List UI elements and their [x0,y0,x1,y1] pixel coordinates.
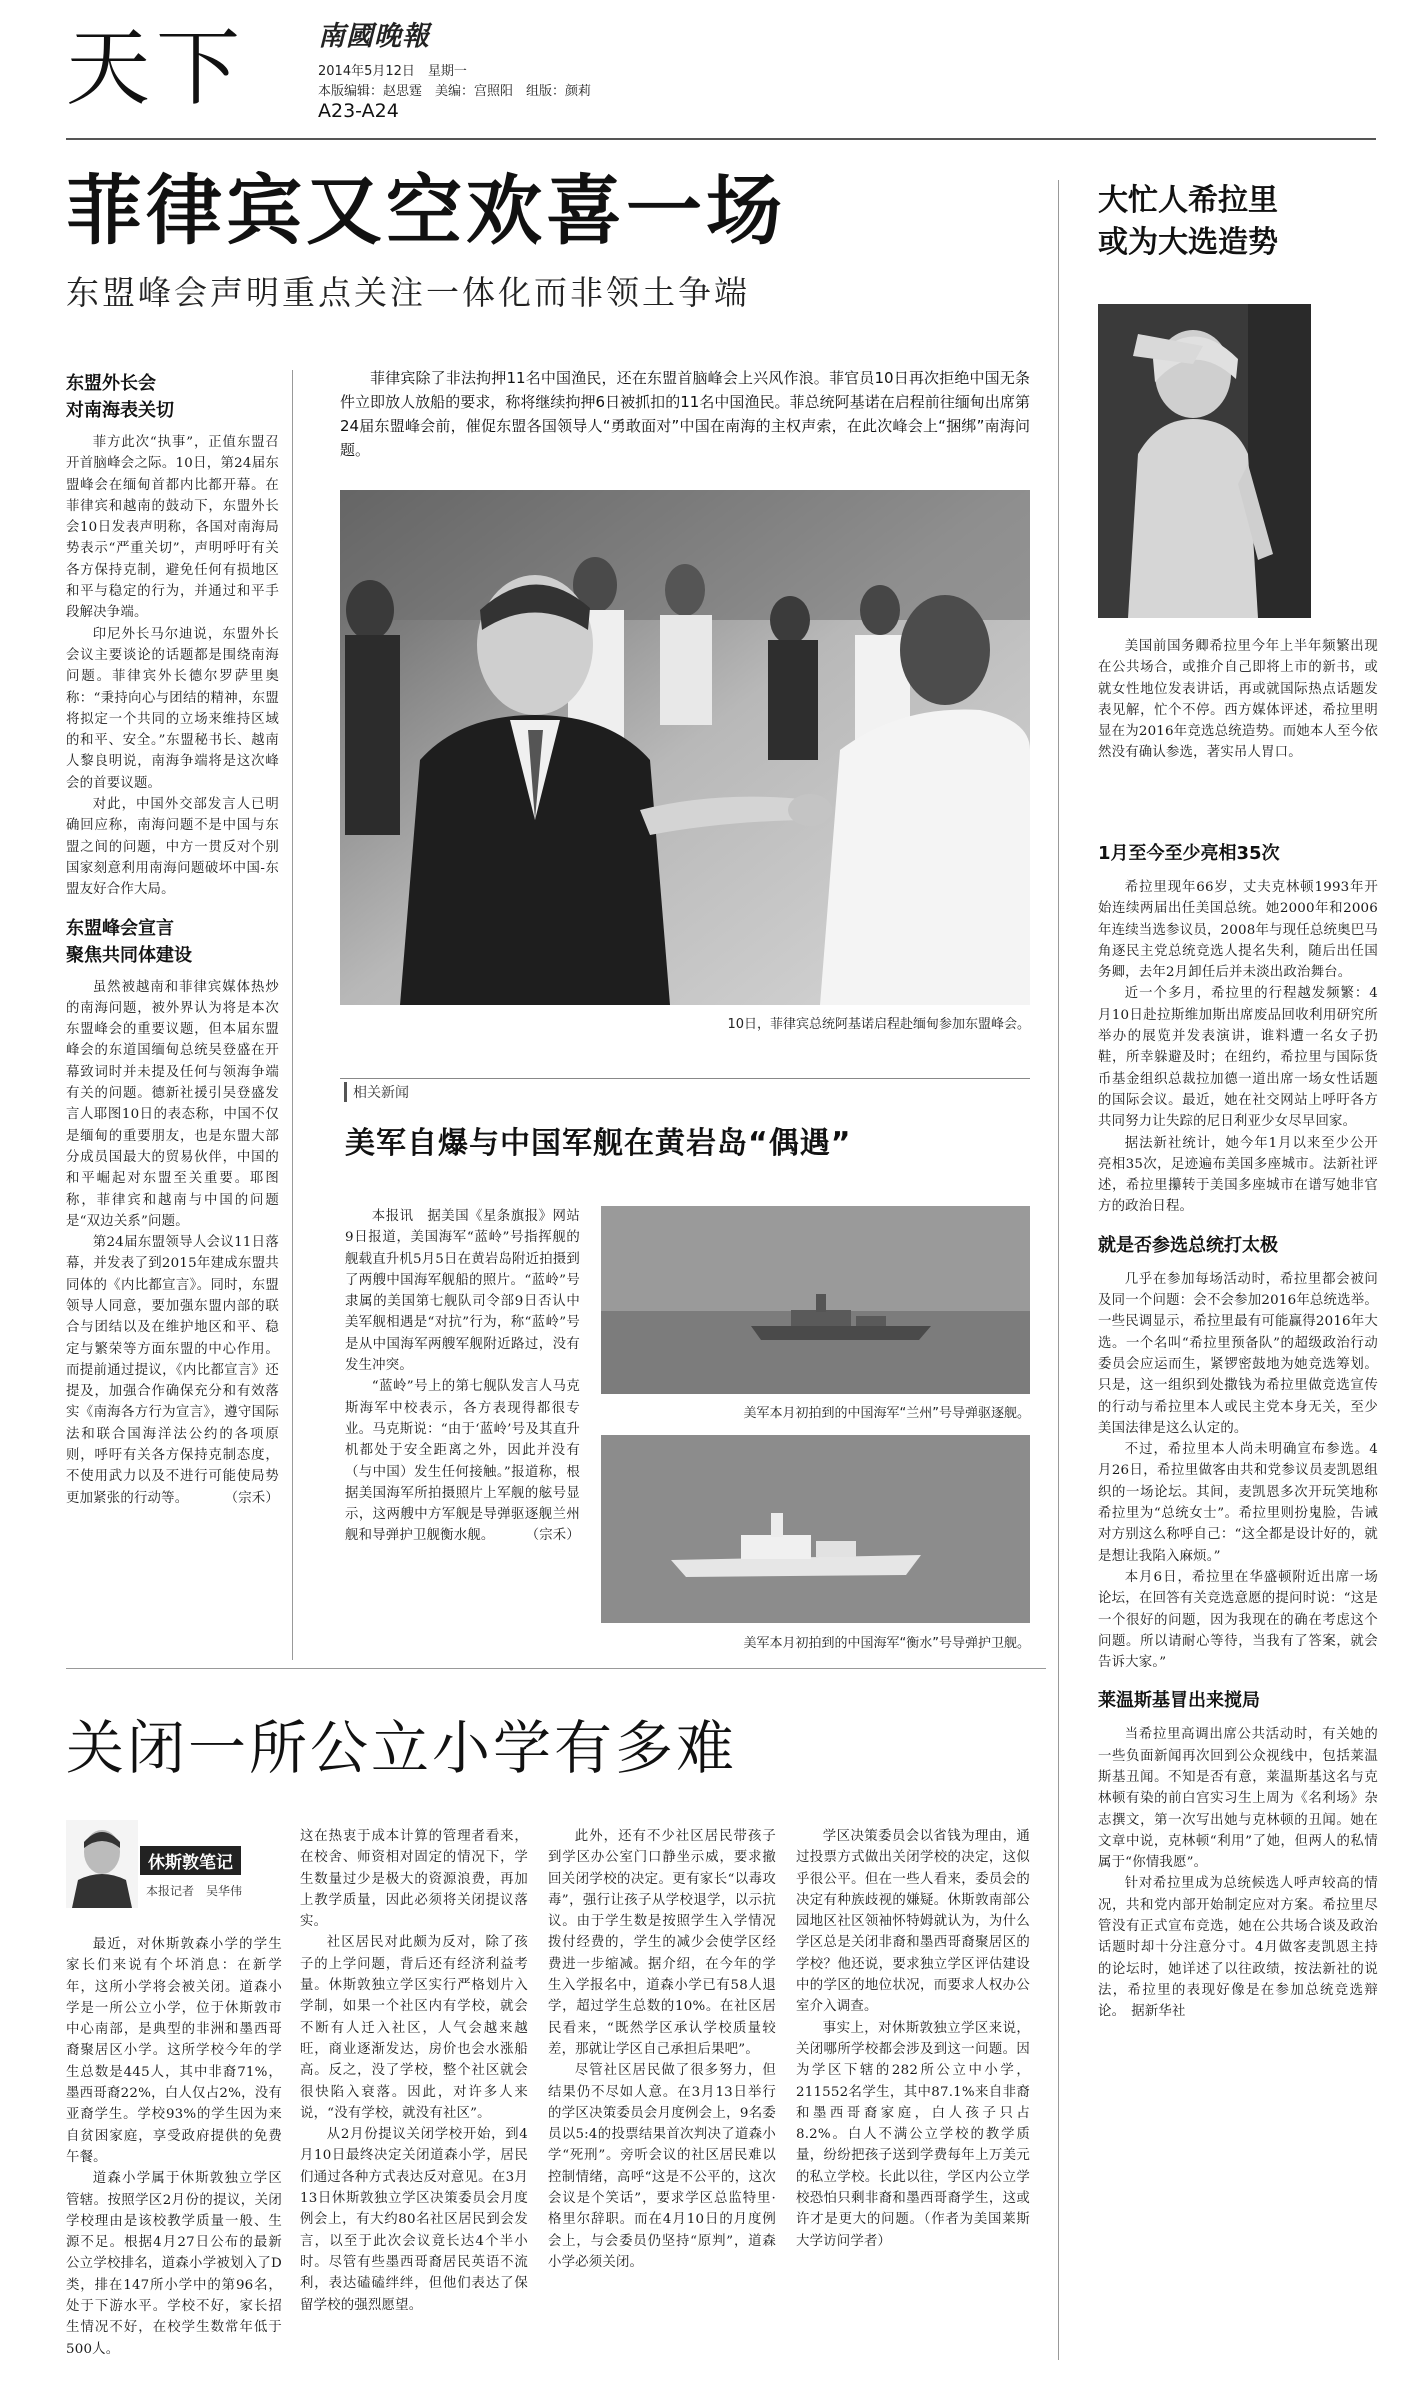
column-name: 休斯敦笔记 [140,1846,241,1875]
hillary-sign: 据新华社 [1131,2004,1186,2020]
subhead-asean-fm: 东盟外长会 [66,373,156,394]
related-body [345,1206,580,1547]
hengshui-caption: 美军本月初拍到的中国海军“衡水”号导弹护卫舰。 [743,1636,1030,1651]
hillary-photo [1098,304,1311,618]
hillary-paragraph: 几乎在参加每场活动时，希拉里都会被问及同一个问题：会不会参加2016年总统选举。一些民调显示，希拉里最有可能赢得2016年大选。一个名叫“希拉里预备队”的超级政治行动委员会应运而生，紧锣密鼓地为她竞选筹划。只是，这一组织到处撒钱为希拉里做竞选宣传的行动与希拉里本人或民主党本身无关，至少美国法律是这么认定的。 [1098,1271,1378,1436]
hengshui-photo [601,1435,1030,1623]
hillary-subhead-1: 1月至今至少亮相35次 [1098,843,1280,864]
columnist-portrait [66,1820,138,1908]
hillary-paragraph-text: 针对希拉里成为总统候选人呼声较高的情况，共和党内部开始制定应对方案。希拉里尽管没有正式宣布竞选，她在公共场合谈及政治话题时却十分注意分寸。4月做客麦凯恩主持的论坛时，她详述了以往政绩，按法新社的说法，希拉里的表现好像是在参加总统竞选辩论。 [1098,1876,1378,2020]
hillary-paragraph [1098,1873,1378,2022]
related-tag-box [340,1078,1030,1100]
hillary-headline [1098,180,1378,264]
school-paragraph: 这在热衷于成本计算的管理者看来，在校舍、师资相对固定的情况下，学生数量过少是极大的资源浪费，再加上教学质量，因此必须将关闭提议落实。 [300,1829,528,1930]
school-col-2 [300,1826,528,2316]
column-logo [66,1820,279,1918]
hillary-paragraph: 希拉里现年66岁，丈夫克林顿1993年开始连续两届出任美国总统。她2000年和2006年连续当选参议员，2008年与现任总统奥巴马角逐民主党总统竞选人提名失利，随后出任国务卿，去年2月卸任后并未淡出政治舞台。 [1098,880,1378,981]
related-headline: 美军自爆与中国军舰在黄岩岛“偶遇” [345,1126,852,1161]
hillary-paragraph: 不过，希拉里本人尚未明确宣布参选。4月26日，希拉里做客由共和党参议员麦凯恩组织的一场论坛。其间，麦凯恩多次开玩笑地称希拉里为“总统女士”。希拉里则扮鬼脸，告诫对方别这么称呼自己：“这全都是设计好的，就是想让我陷入麻烦。” [1098,1442,1378,1564]
related-tag: 相关新闻 [344,1082,409,1102]
section-title: 天下 [66,19,247,117]
lead-left-column [66,370,279,1648]
lead-paragraph-text: 第24届东盟领导人会议11日落幕，并发表了到2015年建成东盟共同体的《内比都宣言》。同时，东盟领导人同意，要加强东盟内部的联合与团结以及在维护地区和平、稳定与繁荣等方面东盟的中心作用。而提前通过提议，《内比都宣言》还提及，加强合作确保充分和有效落实《南海各方行为宣言》，遵守国际法和联合国海洋法公约的各项原则，呼吁有关各方保持克制态度，不使用武力以及不进行可能使局势更加紧张的行动等。 [66,1235,279,1506]
school-col-3 [548,1826,776,2273]
related-paragraph [345,1376,580,1546]
page-range: A23-A24 [318,100,399,122]
hillary-subhead-3: 莱温斯基冒出来搅局 [1098,1690,1260,1712]
masthead-rule [66,138,1376,140]
school-paragraph: 道森小学属于休斯敦独立学区管辖。按照学区2月份的提议，关闭学校理由是该校教学质量一般、生源不足。根据4月27日公布的最新公立学校排名，道森小学被划入了D类，排在147所小学中的第96名，处于下游水平。学校不好，家长招生情况不好，在校学生数常年低于500人。 [66,2171,282,2357]
lead-intro: 菲律宾除了非法拘押11名中国渔民，还在东盟首脑峰会上兴风作浪。菲官员10日再次拒绝中国无条件立即放人放船的要求，称将继续拘押6日被抓扣的11名中国渔民。菲总统阿基诺在启程前往缅甸出席第24届东盟峰会前，催促东盟各国领导人“勇敢面对”中国在南海的主权声索，在此次峰会上“捆绑”南海问题。 [340,369,1030,459]
lead-headline: 菲律宾又空欢喜一场 [66,166,786,255]
school-paragraph: 尽管社区居民做了很多努力，但结果仍不尽如人意。在3月13日举行的学区决策委员会月度例会上，9名委员以5:4的投票结果首次判决了道森小学“死刑”。旁听会议的社区居民难以控制情绪，高呼“这是不公平的，这次会议是个笑话”，要求学区总监特里·格里尔辞职。而在4月10日的月度例会上，与会委员仍坚持“原判”，道森小学必须关闭。 [548,2063,776,2270]
school-paragraph: 学区决策委员会以省钱为理由，通过投票方式做出关闭学校的决定，这似乎很公平。但在一些人看来，委员会的决定有种族歧视的嫌疑。休斯敦南部公园地区社区领袖怀特姆就认为，为什么学区总是关闭非裔和墨西哥裔聚居区的学校？他还说，要求独立学区评估建设中的学区的地位状况，而要求人权办公室介入调查。 [796,1829,1030,2015]
related-paragraph: 本报讯 据美国《星条旗报》网站9日报道，美国海军“蓝岭”号指挥舰的舰载直升机5月5日在黄岩岛附近拍摄到了两艘中国海军舰船的照片。“蓝岭”号隶属的美国第七舰队司令部9日否认中美军舰相遇是“对抗”行为，称“蓝岭”号是从中国海军两艘军舰附近路过，没有发生冲突。 [345,1209,580,1374]
aquino-photo [340,490,1030,1005]
lanzhou-caption: 美军本月初拍到的中国海军“兰州”号导弹驱逐舰。 [743,1406,1030,1421]
hillary-paragraph: 当希拉里高调出席公共活动时，有关她的一些负面新闻再次回到公众视线中，包括莱温斯基丑闻。不知是否有意，莱温斯基这名与克林顿有染的前白宫实习生上周为《名利场》杂志撰文，第一次写出她与克林顿的丑闻。她在文章中说，克林顿“利用”了她，但两人的私情属于“你情我愿”。 [1098,1727,1378,1871]
related-paragraph-text: “蓝岭”号上的第七舰队发言人马克斯海军中校表示，各方表现得都很专业。马克斯说：“由于‘蓝岭’号及其直升机都处于安全距离之外，因此并没有（与中国）发生任何接触。”报道称，根据美国海军所拍摄照片上军舰的舷号显示，这两艘中方军舰是导弹驱逐舰兰州舰和导弹护卫舰衡水舰。 [345,1379,580,1544]
aquino-photo-illustration [340,490,1030,1005]
school-paragraph: 最近，对休斯敦森小学的学生家长们来说有个坏消息：在新学年，这所小学将会被关闭。道森小学是一所公立小学，位于休斯敦市中心南部，是典型的非洲和墨西哥裔聚居区小学。这所学校今年的学生总数是445人，其中非裔71%，墨西哥裔22%，白人仅占2%，没有亚裔学生。学校93%的学生因为来自贫困家庭，享受政府提供的免费午餐。 [66,1937,282,2165]
lead-subheadline: 东盟峰会声明重点关注一体化而非领土争端 [66,273,750,312]
hillary-photo-illustration [1098,304,1311,618]
lead-paragraph: 虽然被越南和菲律宾媒体热炒的南海问题，被外界认为将是本次东盟峰会的重要议题，但本届东盟峰会的东道国缅甸总统吴登盛在开幕致词时并未提及任何与领海争端有关的问题。德新社援引吴登盛发言人耶图10日的表态称，中国不仅是缅甸的重要朋友，也是东盟大部分成员国最大的贸易伙伴，中国的和平崛起对东盟至关重要。耶图称，菲律宾和越南与中国的问题是“双边关系”问题。 [66,979,279,1229]
school-byline: 本报记者 吴华伟 [146,1884,243,1898]
hillary-intro: 美国前国务卿希拉里今年上半年频繁出现在公共场合，或推介自己即将上市的新书，或就女性地位发表讲话，再或就国际热点话题发表见解，忙个不停。西方媒体评述，希拉里明显在为2016年竞选总统造势。而她本人至今依然没有确认参选，著实吊人胃口。 [1098,639,1378,761]
lead-paragraph: 对此，中国外交部发言人已明确回应称，南海问题不是中国与东盟之间的问题，中方一贯反对个别国家刻意利用南海问题破坏中国-东盟友好合作大局。 [66,797,279,898]
lanzhou-ship-illustration [601,1206,1030,1394]
lead-paragraph: 菲方此次“执事”，正值东盟召开首脑峰会之际。10日，第24届东盟峰会在缅甸首都内比都开幕。在菲律宾和越南的鼓动下，东盟外长会10日发表声明称，各国对南海局势表示“严重关切”，声明呼吁有关各方保持克制，避免任何有损地区和平与稳定的行为，并通过和平手段解决争端。 [66,435,279,621]
related-sign: （宗禾） [525,1528,580,1544]
hillary-headline-line1: 大忙人希拉里 [1098,183,1278,218]
subhead-summit-2: 聚焦共同体建设 [66,944,192,966]
date-line: 2014年5月12日 星期一 [318,64,467,79]
lead-paragraph: 印尼外长马尔迪说，东盟外长会议主要谈论的话题都是围绕南海问题。菲律宾外长德尔罗萨里奥称：“秉持向心与团结的精神，东盟将拟定一个共同的立场来维持区域的和平、安全。”东盟秘书长、越南人黎良明说，南海争端将是这次峰会的首要议题。 [66,626,279,791]
hillary-body [1098,840,1378,2023]
masthead [0,0,1409,145]
school-paragraph: 此外，还有不少社区居民带孩子到学区办公室门口静坐示威，要求撤回关闭学校的决定。更有家长“以毒攻毒”，强行让孩子从学校退学，以示抗议。由于学生数是按照学生入学情况拨付经费的，学生的减少会使学区经费进一步缩减。据介绍，在今年的学生入学报名中，道森小学已有58人退学，超过学生总数的10%。在社区居民看来，“既然学区承认学校质量较差，那就让学区自己承担后果吧”。 [548,1829,776,2057]
lanzhou-photo [601,1206,1030,1394]
school-col-4 [796,1826,1030,2252]
school-headline: 关闭一所公立小学有多难 [66,1714,738,1782]
subhead-asean-fm-2: 对南海表关切 [66,400,174,421]
school-col-1 [66,1934,282,2360]
editors-line: 本版编辑：赵思霆 美编：宫照阳 组版：颜莉 [318,84,592,99]
aquino-photo-caption: 10日，菲律宾总统阿基诺启程赴缅甸参加东盟峰会。 [727,1017,1030,1032]
school-paragraph: 事实上，对休斯敦独立学区来说，关闭哪所学校都会涉及到这一问题。因为学区下辖的282所公立中小学，211552名学生，其中87.1%来自非裔和墨西哥裔家庭，白人孩子只占8.2%。白人不满公立学校的教学质量，纷纷把孩子送到学费每年上万美元的私立学校。长此以往，学区内公立学校恐怕只剩非裔和墨西哥裔学生，这或许才是更大的问题。（作者为美国莱斯大学访问学者） [796,2020,1030,2249]
lead-body-2 [66,977,279,1509]
hillary-paragraph: 据法新社统计，她今年1月以来至少公开亮相35次，足迹遍布美国多座城市。法新社评述，希拉里攥转于美国多座城市在谱写她非官方的政治日程。 [1098,1135,1378,1215]
hillary-headline-line2: 或为大选造势 [1098,225,1278,260]
paper-logo: 南國晚報 [318,21,430,52]
lead-paragraph [66,1232,279,1509]
school-top-rule [66,1668,1046,1669]
hillary-subhead-2: 就是否参选总统打太极 [1098,1234,1278,1256]
subhead-summit: 东盟峰会宣言 [66,917,174,939]
school-paragraph: 社区居民对此颇为反对，除了孩子的上学问题，背后还有经济利益考量。休斯敦独立学区实行严格划片入学制，如果一个社区内有学校，就会不断有人迁入社区，人气会越来越旺，商业逐渐发达，房价也会水涨船高。反之，没了学校，整个社区就会很快陷入衰落。因此，对许多人来说，“没有学校，就没有社区”。 [300,1935,528,2121]
right-column-divider [1058,180,1059,2360]
column-divider [292,370,293,1660]
hillary-paragraph: 本月6日，希拉里在华盛顿附近出席一场论坛，在回答有关竞选意愿的提问时说：“这是一个很好的问题，因为我现在的确在考虑这个问题。所以请耐心等待，当我有了答案，就会告诉大家。” [1098,1569,1378,1671]
school-paragraph: 从2月份提议关闭学校开始，到4月10日最终决定关闭道森小学，居民们通过各种方式表达反对意见。在3月13日休斯敦独立学区决策委员会月度例会上，有大约80名社区居民到会发言，以至于此次会议竟长达4个半小时。尽管有些墨西哥裔居民英语不流利，表达磕磕绊绊，但他们表达了保留学校的强烈愿望。 [300,2127,528,2313]
lead-sign: （宗禾） [224,1490,279,1506]
hengshui-ship-illustration [601,1435,1030,1623]
lead-body [66,432,279,901]
hillary-paragraph: 近一个多月，希拉里的行程越发频繁：4月10日赴拉斯维加斯出席废品回收利用研究所举办的展览并发表演讲，谁料遭一名女子扔鞋，所幸躲避及时；在纽约，希拉里与国际货币基金组织总裁拉加德一道出席一场女性话题的国际会议。最近，她在社交网站上呼吁各方共同努力让失踪的尼日利亚少女尽早回家。 [1098,986,1378,1130]
